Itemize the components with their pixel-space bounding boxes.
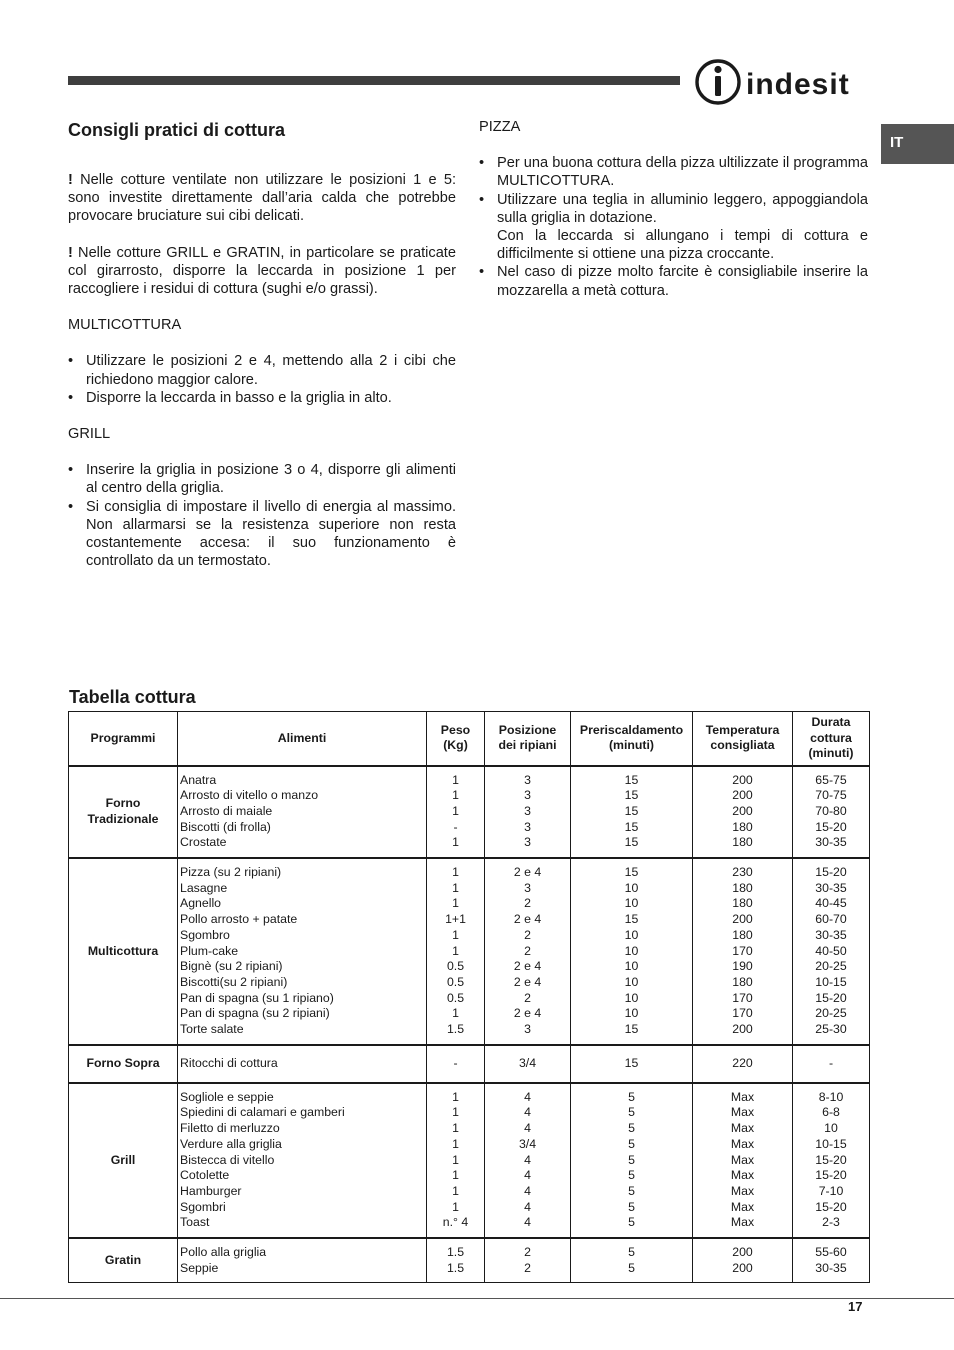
cell-durata: 30-35 <box>815 927 847 942</box>
cell-temperatura: 180 <box>732 974 753 989</box>
header-peso: Peso (Kg) <box>427 712 485 766</box>
cell-alimento: Pollo alla griglia <box>180 1245 267 1260</box>
tips-left-column <box>68 118 456 570</box>
cell-posizione: 2 <box>524 927 531 942</box>
cell-temperatura: 180 <box>732 880 753 895</box>
list-item: • Utilizzare le posizioni 2 e 4, mettendo alla 2 i cibi che richiedono maggior calore. <box>68 352 456 388</box>
cell-durata: 60-70 <box>815 912 847 927</box>
warning-paragraph: ! Nelle cotture GRILL e GRATIN, in particolare se praticate col girarrosto, disporre la leccarda in posizione 1 per raccogliere i residui di cottura (sughi e/o grassi). <box>68 244 456 298</box>
cell-posizione: 3 <box>524 803 531 818</box>
cell-durata: 6-8 <box>822 1105 840 1120</box>
cell-posizione: 3 <box>524 1022 531 1037</box>
cell-posizione: 2 e 4 <box>513 912 542 927</box>
cell-peso: 1 <box>452 1199 459 1214</box>
cell-peso: - <box>453 819 458 834</box>
header-rule <box>68 76 680 85</box>
header-programmi: Programmi <box>69 712 178 766</box>
cell-temperatura: 190 <box>732 959 753 974</box>
cell-programma: Multicottura <box>69 858 178 1045</box>
cell-durata: 8-10 <box>818 1089 844 1104</box>
cell-peso: 0.5 <box>446 974 465 989</box>
cell-temperatura: 220 <box>732 1055 753 1070</box>
cell-preriscaldamento: 10 <box>624 896 639 911</box>
cell-durata-column <box>793 766 870 859</box>
cell-preriscaldamento: 5 <box>628 1152 635 1167</box>
cell-durata: 15-20 <box>815 819 847 834</box>
cell-temperatura: 200 <box>732 1260 753 1275</box>
cell-temperatura: 200 <box>732 1245 753 1260</box>
cell-preriscaldamento: 15 <box>624 819 639 834</box>
cell-peso: 1 <box>452 772 459 787</box>
cell-posizione: 2 <box>524 990 531 1005</box>
header-temperatura: Temperatura consigliata <box>693 712 793 766</box>
cell-preriscaldamento-column <box>571 1238 693 1283</box>
cell-durata: 20-25 <box>815 959 847 974</box>
cell-preriscaldamento: 5 <box>628 1199 635 1214</box>
cell-temperatura: 200 <box>732 1022 753 1037</box>
cell-peso: 1.5 <box>446 1022 465 1037</box>
cell-posizione: 4 <box>524 1121 531 1136</box>
cell-preriscaldamento: 10 <box>624 990 639 1005</box>
cell-alimento: Crostate <box>180 835 227 850</box>
cell-posizione: 4 <box>524 1215 531 1230</box>
cell-durata-column <box>793 1083 870 1238</box>
cell-posizione: 3/4 <box>518 1136 537 1151</box>
cell-temperatura: 180 <box>732 896 753 911</box>
grill-subtitle: GRILL <box>68 426 111 443</box>
cell-peso-column <box>427 1083 485 1238</box>
cell-temperatura: 170 <box>732 990 753 1005</box>
cell-posizione-column <box>485 766 571 859</box>
cell-alimento: Cotolette <box>180 1168 230 1183</box>
cell-posizione-column <box>485 1083 571 1238</box>
cell-posizione: 4 <box>524 1089 531 1104</box>
cell-alimento: Verdure alla griglia <box>180 1136 282 1151</box>
cell-preriscaldamento: 5 <box>628 1245 635 1260</box>
cell-peso: 0.5 <box>446 990 465 1005</box>
cell-posizione: 2 e 4 <box>513 1006 542 1021</box>
cell-peso: 1 <box>452 788 459 803</box>
table-body <box>69 766 870 1283</box>
indesit-logo <box>694 58 872 106</box>
cell-alimento-column <box>178 1238 427 1283</box>
cell-posizione: 2 e 4 <box>513 959 542 974</box>
cell-alimento: Sgombro <box>180 927 230 942</box>
cell-preriscaldamento-column <box>571 1045 693 1083</box>
cell-alimento: Plum-cake <box>180 943 239 958</box>
cell-temperatura-column <box>693 1083 793 1238</box>
cell-alimento: Arrosto di maiale <box>180 803 273 818</box>
table-title: Tabella cottura <box>69 687 196 707</box>
cell-preriscaldamento: 5 <box>628 1136 635 1151</box>
table-row <box>69 1045 870 1083</box>
cell-programma: Forno Sopra <box>69 1045 178 1083</box>
cell-preriscaldamento-column <box>571 766 693 859</box>
cell-preriscaldamento-column <box>571 1083 693 1238</box>
table-row <box>69 1083 870 1238</box>
cell-preriscaldamento: 5 <box>628 1089 635 1104</box>
header-durata: Durata cottura (minuti) <box>793 712 870 766</box>
cell-peso: 1 <box>452 1183 459 1198</box>
cell-posizione-column <box>485 1238 571 1283</box>
cell-posizione: 2 <box>524 896 531 911</box>
language-tab: IT <box>881 124 954 164</box>
cell-durata: 15-20 <box>815 1199 847 1214</box>
cell-posizione-column <box>485 858 571 1045</box>
cell-alimento: Pan di spagna (su 1 ripiano) <box>180 990 334 1005</box>
cell-peso: 1 <box>452 1006 459 1021</box>
cell-alimento: Pan di spagna (su 2 ripiani) <box>180 1006 330 1021</box>
cell-durata: 30-35 <box>815 1260 847 1275</box>
pizza-note: Con la leccarda si allungano i tempi di cottura e difficilmente si ottiene una pizza croccante. <box>497 228 868 263</box>
cell-peso: 0.5 <box>446 959 465 974</box>
cell-preriscaldamento: 5 <box>628 1121 635 1136</box>
cell-preriscaldamento: 10 <box>624 1006 639 1021</box>
cell-alimento: Bistecca di vitello <box>180 1152 275 1167</box>
cell-durata: 15-20 <box>815 990 847 1005</box>
list-item: • Nel caso di pizze molto farcite è consigliabile inserire la mozzarella a metà cottura. <box>479 263 868 299</box>
cell-durata: 40-45 <box>815 896 847 911</box>
cell-peso: 1.5 <box>446 1260 465 1275</box>
cell-alimento: Pollo arrosto + patate <box>180 912 298 927</box>
pizza-list <box>479 154 868 300</box>
cell-preriscaldamento: 5 <box>628 1183 635 1198</box>
cell-alimento: Anatra <box>180 772 217 787</box>
table-header-row <box>69 712 870 766</box>
cell-temperatura: 170 <box>732 1006 753 1021</box>
cell-peso: 1 <box>452 1136 459 1151</box>
cell-alimento: Filetto di merluzzo <box>180 1121 280 1136</box>
cell-durata: 15-20 <box>815 1152 847 1167</box>
cell-durata: 40-50 <box>815 943 847 958</box>
cell-temperatura: 170 <box>732 943 753 958</box>
cell-alimento: Sogliole e seppie <box>180 1089 274 1104</box>
table-row <box>69 766 870 859</box>
cell-temperatura: 180 <box>732 835 753 850</box>
cell-alimento-column <box>178 858 427 1045</box>
cell-temperatura: 180 <box>732 927 753 942</box>
list-item: • Si consiglia di impostare il livello di energia al massimo. Non allarmarsi se la resistenza superiore non resta costantemente accesa: il suo funzionamento è controllato da un termostato. <box>68 498 456 571</box>
cell-posizione: 4 <box>524 1152 531 1167</box>
cell-preriscaldamento: 5 <box>628 1215 635 1230</box>
cell-peso: 1+1 <box>445 912 466 927</box>
cell-durata-column <box>793 1238 870 1283</box>
tips-right-column <box>479 118 868 300</box>
cell-alimento: Spiedini di calamari e gamberi <box>180 1105 345 1120</box>
cell-temperatura: Max <box>730 1183 755 1198</box>
cell-posizione: 2 <box>524 943 531 958</box>
cell-alimento: Toast <box>180 1215 210 1230</box>
cell-preriscaldamento-column <box>571 858 693 1045</box>
cell-alimento: Lasagne <box>180 880 228 895</box>
cell-durata: 55-60 <box>815 1245 847 1260</box>
grill-list <box>68 461 456 570</box>
cell-peso: 1 <box>452 835 459 850</box>
cell-alimento: Agnello <box>180 896 222 911</box>
cell-temperatura: Max <box>730 1089 755 1104</box>
cell-alimento: Hamburger <box>180 1183 242 1198</box>
cell-posizione: 3 <box>524 880 531 895</box>
cell-durata: 2-3 <box>822 1215 840 1230</box>
section-title: Consigli pratici di cottura <box>68 120 286 140</box>
cell-preriscaldamento: 5 <box>628 1168 635 1183</box>
cell-programma: Forno Tradizionale <box>69 766 178 859</box>
cell-temperatura: Max <box>730 1215 755 1230</box>
cell-durata: 15-20 <box>815 1168 847 1183</box>
cell-preriscaldamento: 15 <box>624 788 639 803</box>
cell-posizione: 3 <box>524 819 531 834</box>
cell-durata: 10-15 <box>815 974 847 989</box>
cell-durata: 7-10 <box>818 1183 844 1198</box>
cell-alimento: Biscotti (di frolla) <box>180 819 271 834</box>
list-item: • Utilizzare una teglia in alluminio leggero, appoggiandola sulla griglia in dotazione. Con la leccarda si allungano i tempi di cottura e difficilmente si ottiene una pizza croccante. <box>479 191 868 264</box>
cell-posizione: 3 <box>524 835 531 850</box>
cell-posizione: 4 <box>524 1168 531 1183</box>
cell-posizione: 3 <box>524 788 531 803</box>
cell-alimento: Arrosto di vitello o manzo <box>180 788 319 803</box>
cell-preriscaldamento: 15 <box>624 772 639 787</box>
cell-durata: 10 <box>824 1121 838 1136</box>
cell-preriscaldamento: 15 <box>624 865 639 880</box>
cell-alimento: Sgombri <box>180 1199 226 1214</box>
cell-temperatura-column <box>693 858 793 1045</box>
cell-temperatura: 230 <box>732 865 753 880</box>
cell-alimento-column <box>178 766 427 859</box>
cell-posizione: 2 e 4 <box>513 865 542 880</box>
multicottura-subtitle: MULTICOTTURA <box>68 317 182 334</box>
cell-durata: - <box>828 1055 834 1070</box>
header-preriscaldamento: Preriscaldamento (minuti) <box>571 712 693 766</box>
cell-peso: 1 <box>452 1168 459 1183</box>
cell-peso: 1 <box>452 865 459 880</box>
cell-peso: 1 <box>452 1105 459 1120</box>
cell-durata-column <box>793 858 870 1045</box>
cell-posizione-column <box>485 1045 571 1083</box>
cell-preriscaldamento: 10 <box>624 927 639 942</box>
list-item: • Disporre la leccarda in basso e la griglia in alto. <box>68 389 456 407</box>
cooking-table <box>68 711 870 1283</box>
header-posizione: Posizione dei ripiani <box>485 712 571 766</box>
cell-preriscaldamento: 10 <box>624 880 639 895</box>
cell-durata: 70-75 <box>815 788 847 803</box>
cell-peso: 1 <box>452 1089 459 1104</box>
cell-posizione: 3/4 <box>518 1055 537 1070</box>
cell-alimento: Torte salate <box>180 1022 244 1037</box>
cell-peso: 1 <box>452 927 459 942</box>
cell-temperatura: Max <box>730 1136 755 1151</box>
page-number: 17 <box>848 1299 863 1314</box>
cell-peso: 1 <box>452 803 459 818</box>
cell-preriscaldamento: 15 <box>624 803 639 818</box>
cell-preriscaldamento: 10 <box>624 974 639 989</box>
cell-alimento-column <box>178 1083 427 1238</box>
cell-temperatura: Max <box>730 1168 755 1183</box>
cell-preriscaldamento: 15 <box>624 1055 639 1070</box>
cell-posizione: 2 <box>524 1260 531 1275</box>
cell-posizione: 2 <box>524 1245 531 1260</box>
cell-durata: 10-15 <box>815 1136 847 1151</box>
cell-preriscaldamento: 5 <box>628 1105 635 1120</box>
cell-durata: 30-35 <box>815 880 847 895</box>
cell-peso-column <box>427 858 485 1045</box>
cell-temperatura: 200 <box>732 803 753 818</box>
cell-alimento: Seppie <box>180 1260 219 1275</box>
cell-peso: 1 <box>452 1152 459 1167</box>
table-row <box>69 1238 870 1283</box>
list-item: • Per una buona cottura della pizza ultilizzate il programma MULTICOTTURA. <box>479 154 868 190</box>
cell-preriscaldamento: 10 <box>624 959 639 974</box>
cell-alimento-column <box>178 1045 427 1083</box>
cell-temperatura: 200 <box>732 912 753 927</box>
cell-peso: 1 <box>452 880 459 895</box>
pizza-subtitle: PIZZA <box>479 119 521 135</box>
cell-durata-column <box>793 1045 870 1083</box>
cell-posizione: 4 <box>524 1105 531 1120</box>
cell-preriscaldamento: 15 <box>624 835 639 850</box>
cell-peso: 1 <box>452 1121 459 1136</box>
cell-temperatura: 200 <box>732 772 753 787</box>
cell-temperatura: Max <box>730 1152 755 1167</box>
svg-text:indesit: indesit <box>746 68 850 101</box>
cell-temperatura: Max <box>730 1105 755 1120</box>
cell-durata: 65-75 <box>815 772 847 787</box>
cell-alimento: Bignè (su 2 ripiani) <box>180 959 283 974</box>
cell-peso-column <box>427 1045 485 1083</box>
cell-durata: 70-80 <box>815 803 847 818</box>
cell-peso: 1.5 <box>446 1245 465 1260</box>
cell-programma: Grill <box>69 1083 178 1238</box>
cell-peso-column <box>427 766 485 859</box>
multicottura-list <box>68 352 456 407</box>
cell-temperatura-column <box>693 1238 793 1283</box>
cell-posizione: 2 e 4 <box>513 974 542 989</box>
list-item: • Inserire la griglia in posizione 3 o 4, disporre gli alimenti al centro della griglia. <box>68 461 456 497</box>
cell-temperatura-column <box>693 1045 793 1083</box>
cell-posizione: 4 <box>524 1183 531 1198</box>
cell-alimento: Biscotti(su 2 ripiani) <box>180 974 288 989</box>
cell-temperatura: 200 <box>732 788 753 803</box>
cell-durata: 30-35 <box>815 835 847 850</box>
cell-preriscaldamento: 15 <box>624 1022 639 1037</box>
cell-peso: 1 <box>452 896 459 911</box>
table-row <box>69 858 870 1045</box>
cell-peso: n.° 4 <box>442 1215 469 1230</box>
cell-durata: 20-25 <box>815 1006 847 1021</box>
header-alimenti: Alimenti <box>178 712 427 766</box>
cell-posizione: 3 <box>524 772 531 787</box>
cell-posizione: 4 <box>524 1199 531 1214</box>
cell-peso: - <box>453 1055 458 1070</box>
cell-peso: 1 <box>452 943 459 958</box>
cell-programma: Gratin <box>69 1238 178 1283</box>
cell-durata: 25-30 <box>815 1022 847 1037</box>
cell-temperatura: Max <box>730 1199 755 1214</box>
warning-paragraph: ! Nelle cotture ventilate non utilizzare le posizioni 1 e 5: sono investite direttamente dall’aria calda che potrebbe provocare bruciature sui cibi delicati. <box>68 172 456 225</box>
cell-temperatura: 180 <box>732 819 753 834</box>
cell-peso-column <box>427 1238 485 1283</box>
cell-preriscaldamento: 5 <box>628 1260 635 1275</box>
cell-alimento: Pizza (su 2 ripiani) <box>180 865 282 880</box>
cell-temperatura-column <box>693 766 793 859</box>
cell-preriscaldamento: 15 <box>624 912 639 927</box>
cell-alimento: Ritocchi di cottura <box>180 1055 278 1070</box>
cell-durata: 15-20 <box>815 865 847 880</box>
footer-rule <box>0 1298 954 1299</box>
cell-temperatura: Max <box>730 1121 755 1136</box>
cell-preriscaldamento: 10 <box>624 943 639 958</box>
